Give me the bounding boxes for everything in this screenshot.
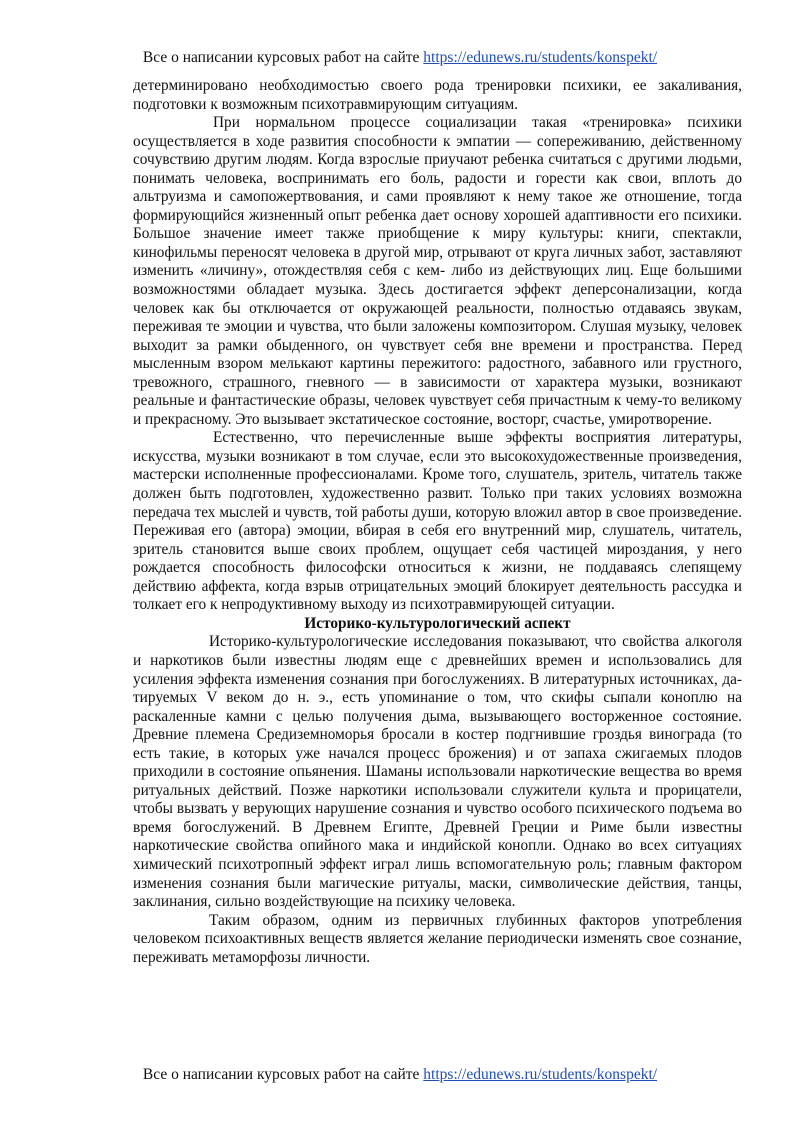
document-body: [133, 77, 742, 967]
paragraph-perception-effects: Естественно, что перечисленные выше эффекты восприятия литературы, искусства, музыки возникают в том случае, если это высокохудожественные произведения, мастерски исполненные профессионалами. Кроме того, слушатель, зритель, читатель также должен быть подготовлен, художественно развит. Только при таких условиях возможна передача тех мыслей и чувств, той работы души, которую вложил автор в свое произведение. Переживая его (автора) эмоции, вбирая в себя его внутренний мир, слушатель, читатель, зритель становится выше своих проблем, ощущает себя частицей мироздания, у него рождается способность философски относиться к жизни, не поддаваясь слепящему действию аффекта, когда взрыв отрицательных эмоций блокирует деятельность рассудка и толкает его к непродуктивному выходу из психотравмирующей ситуации.: [133, 429, 742, 614]
paragraph-socialization: При нормальном процессе социализации такая «тренировка» психики осуществляется в ходе развития способности к эмпатии — сопереживанию, действенному сочувствию другим людям. Когда взрослые приучают ребенка считаться с другими людьми, понимать человека, воспринимать его боль, радости и горести как свои, вплоть до альтруизма и самопожертвования, и сами проявляют к нему такое же отношение, тогда формирующийся жизненный опыт ребенка дает основу хорошей адаптивности его психики. Большое значение имеет также приобщение к миру культуры: книги, спектакли, кинофильмы переносят человека в другой мир, отрывают от круга личных забот, заставляют изменить «личину», отождествляя себя с кем- либо из действующих лиц. Еще большими возможностями обладает музыка. Здесь достигается эффект деперсонализации, когда человек как бы отключается от окружающей реальности, полностью отдаваясь звукам, переживая те эмоции и чувства, что были заложены композитором. Слушая музыку, человек выходит за рамки обыденного, он чувствует себя вне времени и пространства. Перед мысленным взором мелькают картины пережитого: радостного, забавного или грустного, тревожного, страшного, гневного — в зависимости от характера музыки, возникают реальные и фантастические образы, человек чувствует себя причастным к чему-то великому и прекрасному. Это вызывает экстатическое состояние, восторг, счастье, умиротворение.: [133, 114, 742, 428]
paragraph-continued: детерминировано необходимостью своего рода тренировки психики, ее закаливания, подготовки к возможным психотравмирующим ситуациям.: [133, 77, 742, 113]
paragraph-conclusion: Таким образом, одним из первичных глубинных факторов употребления человеком психоактивных веществ является желание периодически изменять свое сознание, переживать метаморфозы личности.: [133, 911, 742, 966]
paragraph-historical-research: Историко-культурологические исследования показывают, что свойства алкоголя и наркотиков были известны людям еще с древнейших времен и использовались для усиления эффекта изменения сознания при богослужениях. В литературных источниках, да-тируемых V веком до н. э., есть упоминание о том, что скифы сыпали коноплю на раскаленные камни с целью получения дыма, вызывающего восторженное состояние. Древние племена Средиземноморья бросали в костер подгнившие гроздья винограда (то есть такие, в которых уже начался процесс брожения) и от запаха сжигаемых плодов приходили в состояние опьянения. Шаманы использовали наркотические вещества во время ритуальных действий. Позже наркотики использовали служители культа и прорицатели, чтобы вызвать у верующих нарушение сознания и чувство особого психического подъема во время богослужений. В Древнем Египте, Древней Греции и Риме были известны наркотические свойства опийного мака и индийской конопли. Однако во всех ситуациях химический психотропный эффект играл лишь вспомогательную роль; главным фактором изменения сознания были магические ритуалы, маски, символические действия, танцы, заклинания, сильно воздействующие на психику человека.: [133, 633, 742, 911]
header-link[interactable]: https://edunews.ru/students/konspekt/: [423, 49, 658, 66]
page-header: [0, 48, 800, 68]
section-heading: Историко-культурологический аспект: [304, 614, 571, 632]
footer-link[interactable]: https://edunews.ru/students/konspekt/: [423, 1066, 658, 1083]
footer-text: Все о написании курсовых работ на сайте: [142, 1066, 420, 1083]
header-text: Все о написании курсовых работ на сайте: [142, 49, 420, 66]
page-footer: [0, 1065, 800, 1085]
